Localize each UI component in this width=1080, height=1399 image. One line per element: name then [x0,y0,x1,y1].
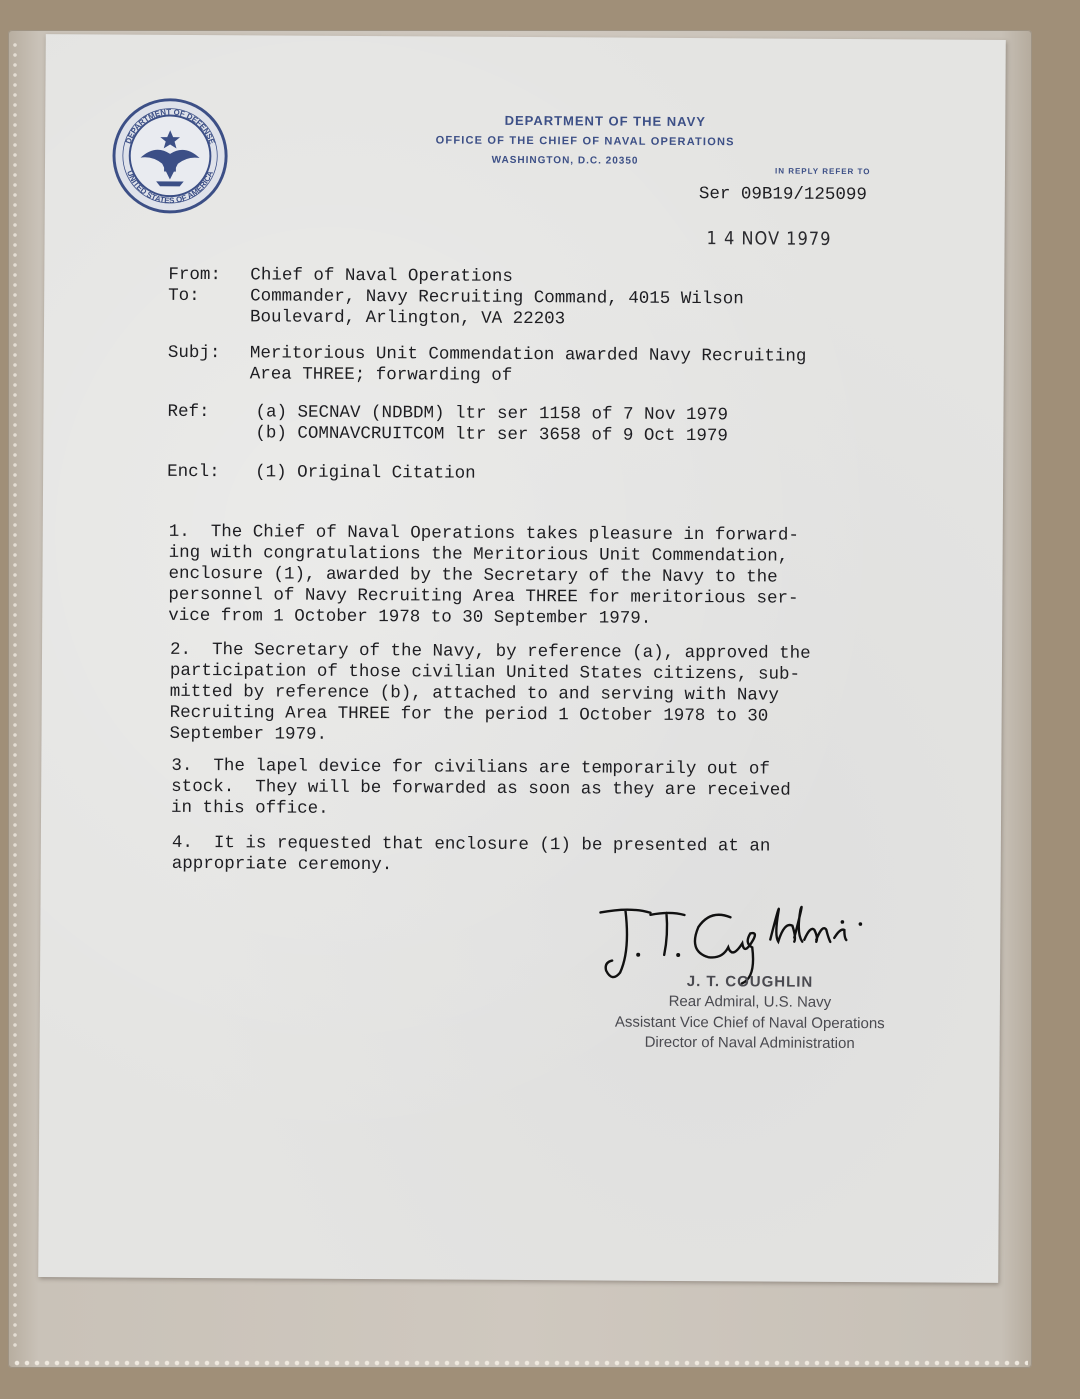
to-value-line1: Commander, Navy Recruiting Command, 4015 Wilson [250,286,744,310]
seal-text: UNITED STATES OF AMERICA [125,169,215,206]
from-value: Chief of Naval Operations [250,265,513,287]
letterhead-address: WASHINGTON, D.C. 20350 [491,154,639,167]
subj-line2: Area THREE; forwarding of [249,364,513,386]
ref-b: (b) COMNAVCRUITCOM ltr ser 3658 of 9 Oct 1979 [255,423,729,447]
ref-label: Ref: [167,401,210,423]
signer-title: Assistant Vice Chief of Naval Operations [614,1013,885,1033]
paragraph-1: 1. The Chief of Naval Operations takes pleasure in forward- ing with congratulations the Meritorious Unit Commendation, enclosure (1), awarded by the Secretary of the Navy to the personnel of Navy Recruiting Area THREE for meritorious ser- vice from 1 October 1978 to 30 September 1979. [168,521,799,629]
reply-refer-label: IN REPLY REFER TO [774,166,871,177]
to-value-line2: Boulevard, Arlington, VA 22203 [250,307,566,330]
encl-label: Encl: [167,461,220,483]
paragraph-3: 3. The lapel device for civilians are temporarily out of stock. They will be forwarded as soon as they are received in this office. [171,755,791,819]
sleeve-perforation-bottom [12,1358,1028,1368]
signer-office: Director of Naval Administration [644,1033,855,1053]
subj-label: Subj: [167,342,221,364]
letterhead-department: DEPARTMENT OF THE NAVY [504,112,707,130]
seal-text: DEPARTMENT OF DEFENSE [123,107,217,146]
signer-rank: Rear Admiral, U.S. Navy [668,992,832,1011]
encl-value: (1) Original Citation [255,462,476,484]
from-label: From: [168,264,221,286]
serial-number: Ser 09B19/125099 [698,184,867,206]
date-stamp: 1 4 NOV 1979 [706,228,832,250]
paragraph-4: 4. It is requested that enclosure (1) be presented at an appropriate ceremony. [171,832,771,876]
to-label: To: [168,285,200,307]
letterhead-office: OFFICE OF THE CHIEF OF NAVAL OPERATIONS [435,134,735,149]
sleeve-perforation-left [10,40,20,1350]
paragraph-2: 2. The Secretary of the Navy, by reference (a), approved the participation of those civilian United States citizens, sub- mitted by reference (b), attached to and serving with Navy Recruiting Area THREE for the period 1 October 1978 to 30 September 1979. [169,639,811,745]
ref-a: (a) SECNAV (NDBDM) ltr ser 1158 of 7 Nov 1979 [255,402,729,426]
subj-line1: Meritorious Unit Commendation awarded Navy Recruiting [249,343,807,367]
letter-page [38,34,1006,1283]
signer-name: J. T. COUGHLIN [686,973,814,991]
